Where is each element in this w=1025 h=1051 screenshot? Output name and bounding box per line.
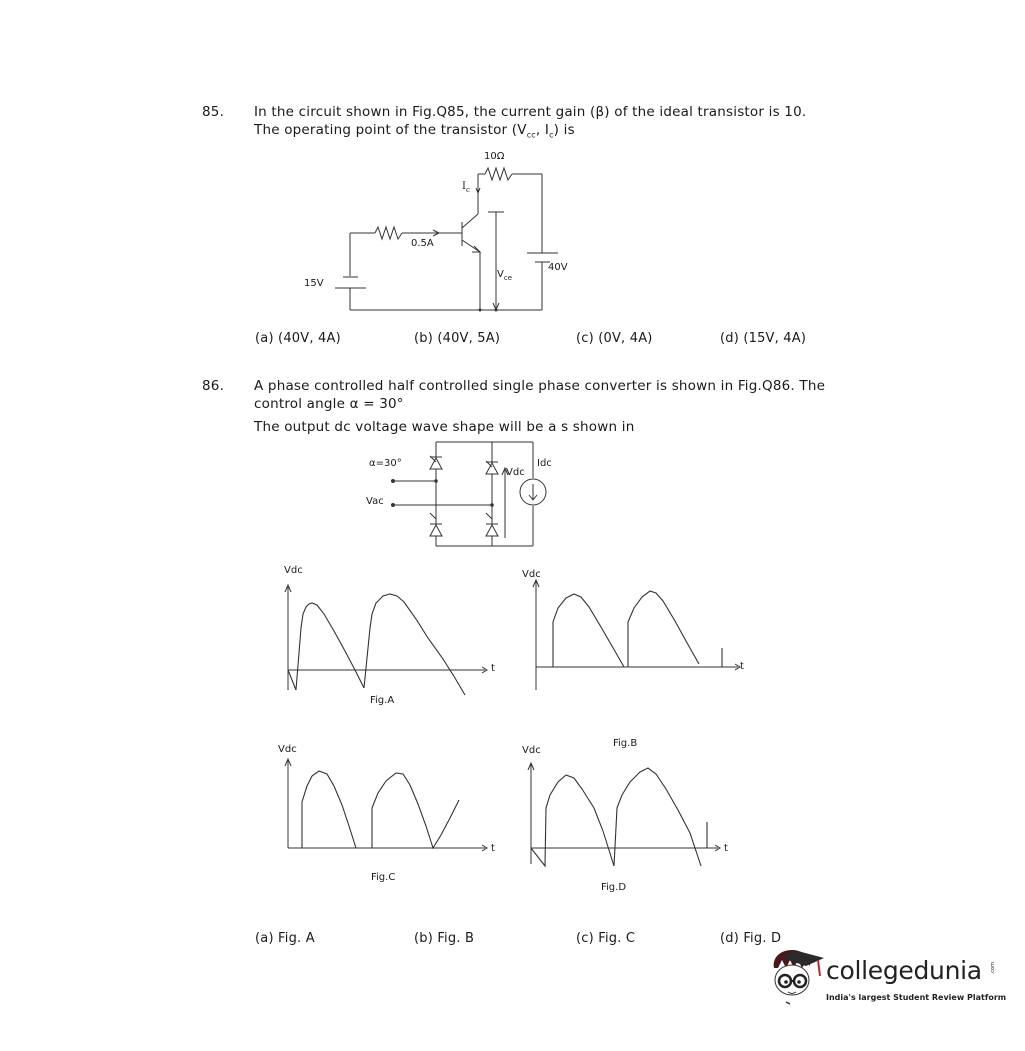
fig-d-t-label: t [724,843,728,854]
source-15v-label: 15V [304,278,324,289]
q86-option-a[interactable]: (a) Fig. A [255,931,315,946]
collegedunia-tagline: India's largest Student Review Platform [826,993,1007,1002]
vce-label: $V_{ce}$ [497,269,512,282]
vac-label: Vac [366,496,384,507]
idc-label: Idc [537,458,552,469]
resistor-10-ohm-label: 10Ω [484,151,505,162]
base-current-label: 0.5A [411,238,434,249]
question-86-text-line3: The output dc voltage wave shape will be a s shown in [254,419,635,435]
collegedunia-wordmark: collegedunia [826,956,982,985]
fig-a-caption: Fig.A [370,695,395,706]
q85-option-c[interactable]: (c) (0V, 4A) [576,331,653,346]
q85-option-a[interactable]: (a) (40V, 4A) [255,331,341,346]
question-85-text-line1: In the circuit shown in Fig.Q85, the current gain (β) of the ideal transistor is 10. [254,104,807,120]
collector-current-label: $I_c$ [462,181,470,194]
q86-option-b[interactable]: (b) Fig. B [414,931,475,946]
source-40v-label: 40V [548,262,568,273]
question-86-number: 86. [202,378,225,394]
fig-c-t-label: t [491,843,495,854]
fig-d-caption: Fig.D [601,882,627,893]
question-86-text-line2: control angle α = 30° [254,396,404,412]
fig-a-vdc-label: Vdc [284,565,303,576]
question-85-text-line2: The operating point of the transistor ($V_{cc}$, $I_c$) is [254,122,575,140]
collegedunia-tld: .com [990,962,996,975]
q86-option-c[interactable]: (c) Fig. C [576,931,636,946]
fig-a-t-label: t [491,663,495,674]
q85-option-d[interactable]: (d) (15V, 4A) [720,331,807,346]
q86-option-d[interactable]: (d) Fig. D [720,931,782,946]
fig-b-t-label: t [740,661,744,672]
fig-b-caption: Fig.B [613,738,638,749]
fig-d-vdc-label: Vdc [522,745,541,756]
fig-b-vdc-label: Vdc [522,569,541,580]
fig-c-caption: Fig.C [371,872,396,883]
question-86-text-line1: A phase controlled half controlled single phase converter is shown in Fig.Q86. The [254,378,826,394]
q85-option-b[interactable]: (b) (40V, 5A) [414,331,501,346]
alpha-label: α=30° [369,458,402,469]
fig-c-vdc-label: Vdc [278,744,297,755]
question-85-number: 85. [202,104,225,120]
vdc-circuit-label: Vdc [506,467,525,478]
